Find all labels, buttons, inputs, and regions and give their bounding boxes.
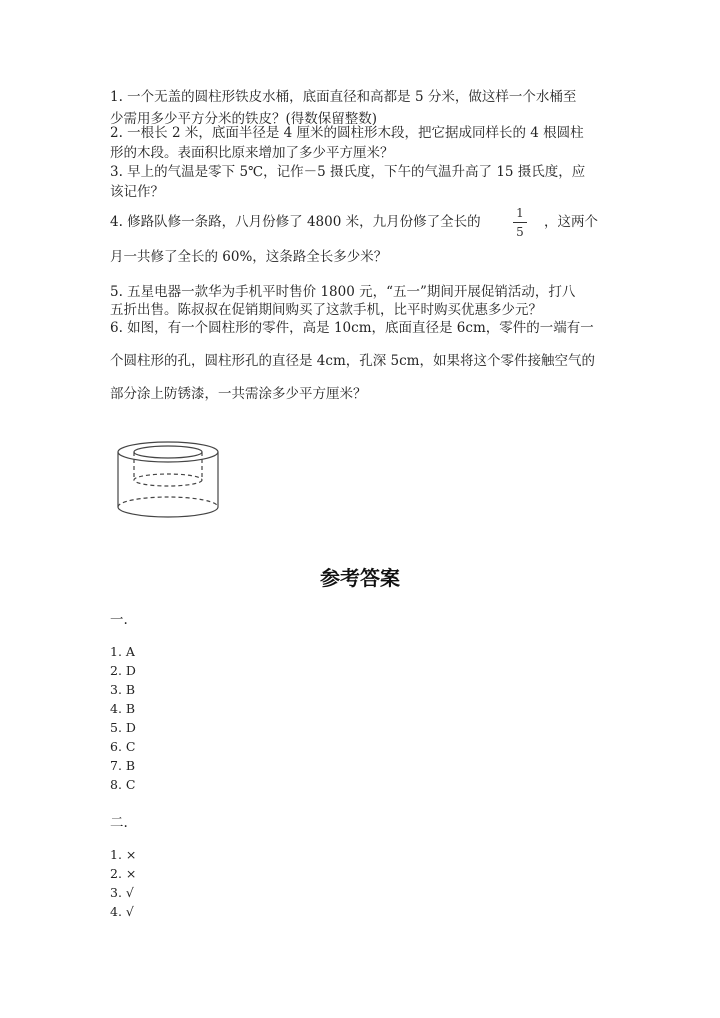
answer-section-1-list (110, 642, 136, 794)
answer-item: 3. √ (110, 885, 134, 900)
question-3-line-1: 3. 早上的气温是零下 5℃，记作－5 摄氏度，下午的气温升高了 15 摄氏度，应 (110, 164, 586, 180)
question-1-line-2: 少需用多少平方分米的铁皮？(得数保留整数) (110, 111, 378, 127)
fraction-bar (513, 222, 527, 223)
question-4-line-1b: ，这两个 (544, 214, 598, 230)
answer-item: 1. A (110, 644, 135, 659)
answer-section-1-heading: 一. (110, 612, 128, 628)
hole-top-ellipse (134, 446, 202, 458)
answer-item: 8. C (110, 777, 136, 792)
answer-item: 1. × (110, 847, 137, 862)
answer-item: 2. D (110, 663, 136, 678)
answer-section-2-heading: 二. (110, 815, 128, 831)
question-5-line-1: 5. 五星电器一款华为手机平时售价 1800 元，“五一”期间开展促销活动，打八 (110, 284, 576, 300)
answer-item: 4. √ (110, 904, 134, 919)
answer-item: 3. B (110, 682, 136, 697)
answer-item: 2. × (110, 866, 137, 881)
cylinder-figure (114, 438, 226, 524)
fraction-denominator: 5 (516, 225, 524, 239)
question-2-line-2: 形的木段。表面积比原来增加了多少平方厘米？ (110, 145, 394, 161)
outer-top-ellipse (118, 442, 218, 462)
question-4-fraction (512, 206, 528, 239)
question-6-line-3: 部分涂上防锈漆，一共需涂多少平方厘米？ (110, 386, 367, 402)
answer-item: 5. D (110, 720, 136, 735)
fraction-numerator: 1 (516, 206, 524, 220)
hole-bottom-ellipse (134, 474, 202, 486)
question-6-line-1: 6. 如图，有一个圆柱形的零件，高是 10cm，底面直径是 6cm，零件的一端有一 (110, 320, 594, 336)
outer-bottom-front (118, 507, 218, 517)
answer-item: 6. C (110, 739, 136, 754)
question-4-line-2: 月一共修了全长的 60%，这条路全长多少米？ (110, 249, 388, 265)
question-5-line-2: 五折出售。陈叔叔在促销期间购买了这款手机，比平时购买优惠多少元？ (110, 302, 542, 318)
question-3-line-2: 该记作？ (110, 184, 164, 200)
question-6-line-2: 个圆柱形的孔，圆柱形孔的直径是 4cm，孔深 5cm，如果将这个零件接触空气的 (110, 353, 595, 369)
question-2-line-1: 2. 一根长 2 米，底面半径是 4 厘米的圆柱形木段，把它据成同样长的 4 根圆柱 (110, 125, 584, 141)
answer-key-title: 参考答案 (320, 566, 400, 590)
outer-bottom-back (118, 497, 218, 507)
answer-item: 7. B (110, 758, 136, 773)
answer-section-2-list (110, 845, 136, 921)
answer-item: 4. B (110, 701, 136, 716)
question-4-line-1a: 4. 修路队修一条路，八月份修了 4800 米，九月份修了全长的 (110, 214, 481, 230)
question-1-line-1: 1. 一个无盖的圆柱形铁皮水桶，底面直径和高都是 5 分米，做这样一个水桶至 (110, 89, 577, 105)
